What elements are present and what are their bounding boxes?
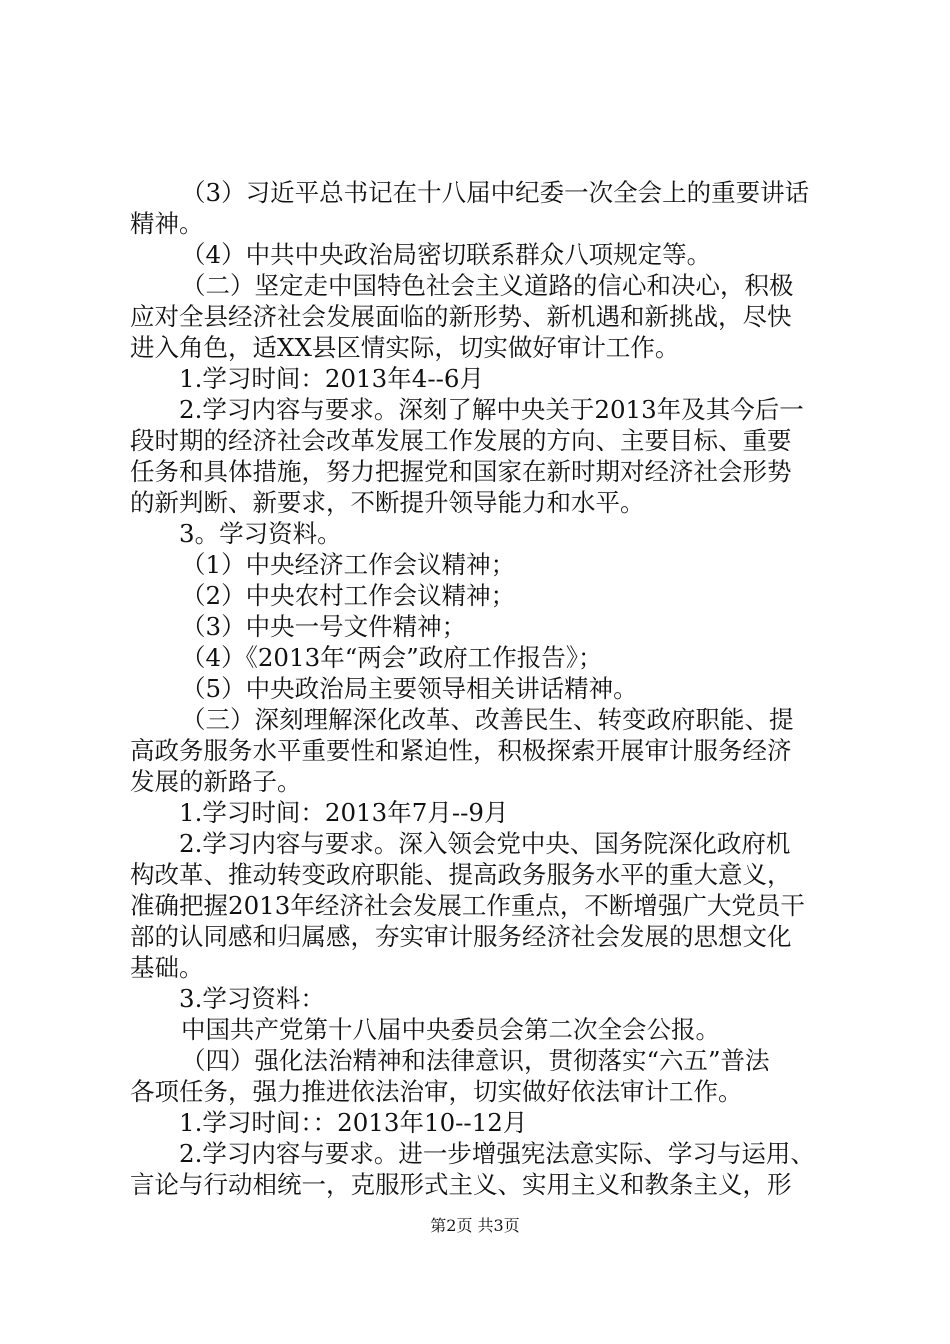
text-line: 1.学习时间：2013年7月--9月: [179, 798, 509, 827]
text-line: 高政务服务水平重要性和紧迫性，积极探索开展审计服务经济: [130, 736, 792, 765]
text-line: 基础。: [130, 953, 204, 982]
text-line: 任务和具体措施，努力把握党和国家在新时期对经济社会形势: [130, 457, 792, 486]
text-line: （4）《2013年“两会”政府工作报告》；: [181, 643, 603, 672]
text-line: （3）习近平总书记在十八届中纪委一次全会上的重要讲话: [181, 178, 810, 207]
text-line: 准确把握2013年经济社会发展工作重点，不断增强广大党员干: [130, 891, 805, 920]
text-line: 1.学习时间：2013年4--6月: [179, 364, 484, 393]
text-line: （四）强化法治精神和法律意识，贯彻落实“六五”普法: [181, 1046, 770, 1075]
text-line: 构改革、推动转变政府职能、提高政务服务水平的重大意义，: [130, 860, 792, 889]
text-line: 2.学习内容与要求。深刻了解中央关于2013年及其今后一: [179, 395, 804, 424]
text-line: 2.学习内容与要求。进一步增强宪法意实际、学习与运用、: [179, 1139, 815, 1168]
text-line: 部的认同感和归属感，夯实审计服务经济社会发展的思想文化: [130, 922, 792, 951]
text-line: 的新判断、新要求，不断提升领导能力和水平。: [130, 488, 645, 517]
text-line: 3。学习资料。: [179, 519, 342, 548]
text-line: （3）中央一号文件精神；: [181, 612, 467, 641]
text-line: 段时期的经济社会改革发展工作发展的方向、主要目标、重要: [130, 426, 792, 455]
text-line: 进入角色，适XX县区情实际，切实做好审计工作。: [130, 333, 680, 362]
text-line: （1）中央经济工作会议精神；: [181, 550, 516, 579]
page-number-footer: 第2页 共3页: [430, 1216, 520, 1235]
text-line: 2.学习内容与要求。深入领会党中央、国务院深化政府机: [179, 829, 791, 858]
text-line: 中国共产党第十八届中央委员会第二次全会公报。: [181, 1015, 720, 1044]
text-line: 精神。: [130, 209, 204, 238]
text-line: （4）中共中央政治局密切联系群众八项规定等。: [181, 240, 712, 269]
text-line: 1.学习时间：：2013年10--12月: [179, 1108, 528, 1137]
text-line: （三）深刻理解深化改革、改善民生、转变政府职能、提: [181, 705, 794, 734]
text-line: （2）中央农村工作会议精神；: [181, 581, 516, 610]
text-line: 各项任务，强力推进依法治审，切实做好依法审计工作。: [130, 1077, 743, 1106]
text-line: 发展的新路子。: [130, 767, 302, 796]
text-line: （二）坚定走中国特色社会主义道路的信心和决心，积极: [181, 271, 794, 300]
text-line: 言论与行动相统一，克服形式主义、实用主义和教条主义，形: [130, 1170, 792, 1199]
text-line: 3.学习资料：: [179, 984, 325, 1013]
text-line: 应对全县经济社会发展面临的新形势、新机遇和新挑战，尽快: [130, 302, 792, 331]
text-line: （5）中央政治局主要领导相关讲话精神。: [181, 674, 638, 703]
